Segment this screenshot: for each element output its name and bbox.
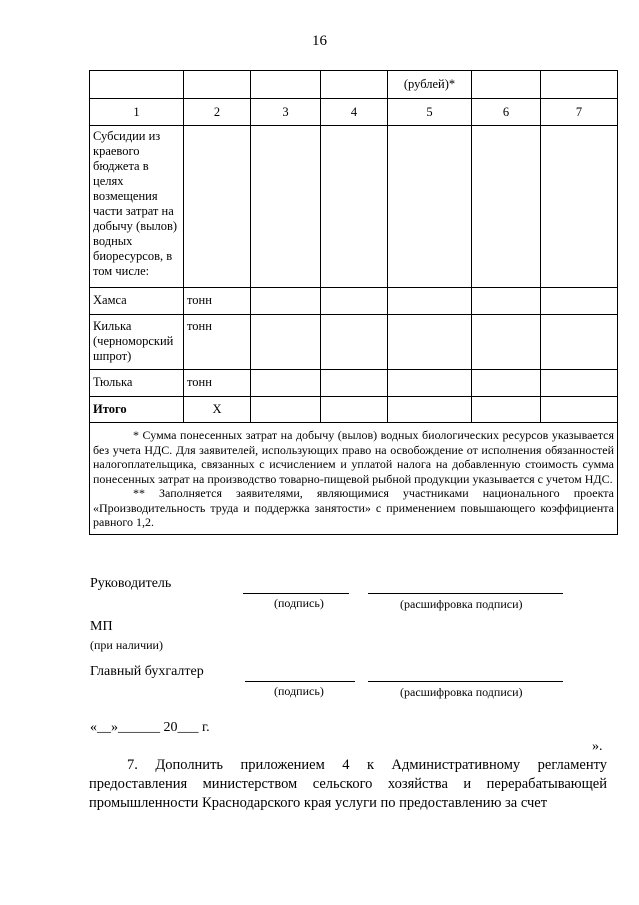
subsidy-table bbox=[89, 70, 618, 535]
decoding-caption: (расшифровка подписи) bbox=[400, 685, 523, 699]
table-header-row bbox=[90, 71, 618, 99]
header-cell bbox=[472, 71, 541, 99]
table-row bbox=[90, 370, 618, 397]
table-row bbox=[90, 288, 618, 315]
subsidy-label: Субсидии из краевого бюджета в целях возмещения части затрат на добычу (вылов) водных биоресурсов, в том числе: bbox=[90, 126, 184, 288]
closing-quote: ». bbox=[592, 739, 603, 754]
page-number: 16 bbox=[312, 33, 327, 49]
mp-note: (при наличии) bbox=[90, 638, 163, 652]
decoding-line bbox=[368, 681, 563, 682]
row-name: Хамса bbox=[90, 288, 184, 315]
row-unit: тонн bbox=[184, 370, 251, 397]
note-1: * Сумма понесенных затрат на добычу (вылов) водных биологических ресурсов указывается без учета НДС. Для заявителей, использующих право на освобождение от исполнения обязанностей налогоплательщика, связанных с исчислением и уплатой налога на добавленную стоимость сумма понесенных затрат на производство товарно-пищевой рыбной продукции указывается с учетом НДС. bbox=[93, 428, 614, 486]
signature-line bbox=[245, 681, 355, 682]
decoding-line bbox=[368, 593, 563, 594]
col-number: 2 bbox=[184, 99, 251, 126]
signature-line bbox=[243, 593, 349, 594]
body-paragraph bbox=[89, 756, 607, 813]
col-number: 5 bbox=[388, 99, 472, 126]
row-name: Тюлька bbox=[90, 370, 184, 397]
col-number: 3 bbox=[251, 99, 321, 126]
signature-caption: (подпись) bbox=[274, 596, 324, 610]
note-2: ** Заполняется заявителями, являющимися участниками национального проекта «Производительность труда и поддержка занятости» с применением повышающего коэффициента равного 1,2. bbox=[93, 486, 614, 529]
total-row bbox=[90, 397, 618, 423]
date-line: «__»______ 20___ г. bbox=[90, 720, 210, 735]
header-cell bbox=[184, 71, 251, 99]
table-notes bbox=[90, 423, 618, 535]
column-number-row bbox=[90, 99, 618, 126]
paragraph-7: 7. Дополнить приложением 4 к Административному регламенту предоставления министерством сельского хозяйства и перерабатывающей промышленности Краснодарского края услуги по предоставлению за счет bbox=[89, 757, 607, 811]
header-cell bbox=[321, 71, 388, 99]
total-label: Итого bbox=[90, 397, 184, 423]
notes-row bbox=[90, 423, 618, 535]
head-label: Руководитель bbox=[90, 576, 172, 591]
table-row bbox=[90, 315, 618, 370]
row-unit: тонн bbox=[184, 315, 251, 370]
col-number: 6 bbox=[472, 99, 541, 126]
mp-label: МП bbox=[90, 619, 113, 634]
table-row bbox=[90, 126, 618, 288]
header-cell bbox=[251, 71, 321, 99]
row-unit: тонн bbox=[184, 288, 251, 315]
decoding-caption: (расшифровка подписи) bbox=[400, 597, 523, 611]
header-cell bbox=[90, 71, 184, 99]
signature-caption: (подпись) bbox=[274, 684, 324, 698]
row-name: Килька (черноморский шпрот) bbox=[90, 315, 184, 370]
header-cell bbox=[541, 71, 618, 99]
accountant-label: Главный бухгалтер bbox=[90, 664, 204, 679]
col-number: 7 bbox=[541, 99, 618, 126]
col-number: 4 bbox=[321, 99, 388, 126]
unit-header: (рублей)* bbox=[388, 71, 472, 99]
total-unit: Х bbox=[184, 397, 251, 423]
col-number: 1 bbox=[90, 99, 184, 126]
